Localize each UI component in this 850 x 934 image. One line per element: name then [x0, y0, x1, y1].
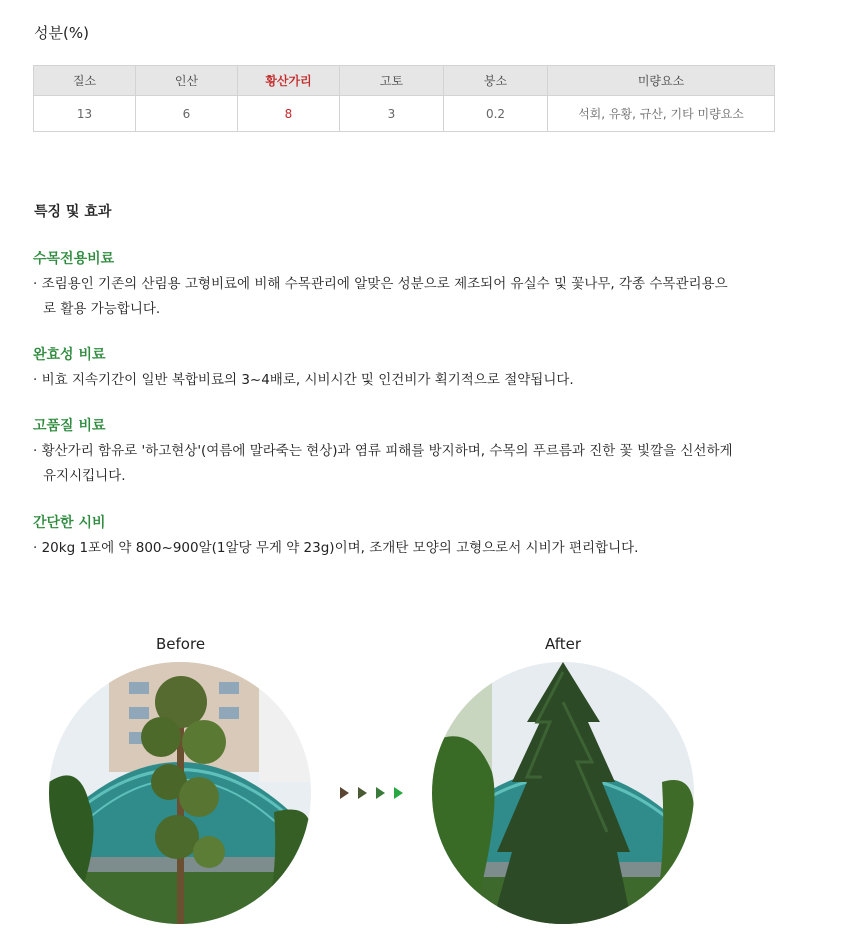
feature-text: · 황산가리 함유로 '하고현상'(여름에 말라죽는 현상)과 염류 피해를 방지하며, 수목의 푸르름과 진한 꽃 빛깔을 신선하게 유지시킵니다.	[33, 443, 733, 484]
feature-text: · 20kg 1포에 약 800~900알(1알당 무게 약 23g)이며, 조개탄 모양의 고형으로서 시비가 편리합니다.	[33, 540, 639, 556]
value-trace-elements: 석회, 유황, 규산, 기타 미량요소	[548, 96, 775, 132]
header-phosphate: 인산	[136, 66, 238, 96]
arrow-right-icon	[358, 787, 367, 799]
composition-table	[33, 65, 775, 132]
feature-easy-application	[33, 512, 733, 561]
before-photo	[49, 662, 311, 924]
feature-heading: 간단한 시비	[33, 515, 106, 531]
transition-arrows	[340, 787, 403, 799]
header-magnesium: 고토	[340, 66, 444, 96]
table-header-row	[34, 66, 775, 96]
value-potassium-sulfate: 8	[238, 96, 340, 132]
header-nitrogen: 질소	[34, 66, 136, 96]
feature-high-quality	[33, 415, 733, 489]
arrow-right-icon	[394, 787, 403, 799]
after-label: After	[545, 635, 582, 653]
feature-slow-release	[33, 344, 733, 393]
value-phosphate: 6	[136, 96, 238, 132]
arrow-right-icon	[340, 787, 349, 799]
arrow-right-icon	[376, 787, 385, 799]
header-trace-elements: 미량요소	[548, 66, 775, 96]
table-row	[34, 96, 775, 132]
feature-heading: 수목전용비료	[33, 251, 115, 267]
feature-text: · 조림용인 기존의 산림용 고형비료에 비해 수목관리에 알맞은 성분으로 제조되어 유실수 및 꽃나무, 각종 수목관리용으로 활용 가능합니다.	[33, 276, 728, 317]
header-potassium-sulfate: 황산가리	[238, 66, 340, 96]
feature-text: · 비효 지속기간이 일반 복합비료의 3~4배로, 시비시간 및 인건비가 획기적으로 절약됩니다.	[33, 372, 574, 388]
feature-tree-fertilizer	[33, 248, 733, 322]
header-boron: 붕소	[444, 66, 548, 96]
feature-heading: 완효성 비료	[33, 347, 106, 363]
feature-heading: 고품질 비료	[33, 418, 106, 434]
before-label: Before	[156, 635, 206, 653]
value-magnesium: 3	[340, 96, 444, 132]
composition-title: 성분(%)	[34, 24, 89, 42]
after-photo	[432, 662, 694, 924]
features-title: 특징 및 효과	[34, 204, 112, 220]
value-nitrogen: 13	[34, 96, 136, 132]
value-boron: 0.2	[444, 96, 548, 132]
